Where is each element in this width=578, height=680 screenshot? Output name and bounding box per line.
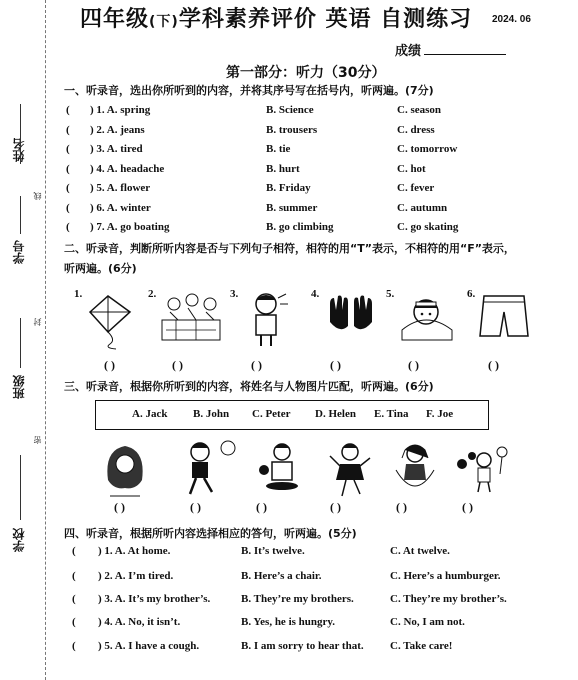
question-option-c: C. go skating (397, 221, 459, 233)
picture-number-3: 3. (230, 288, 239, 300)
answer-blank-s3-3[interactable]: ( ) (256, 500, 267, 514)
student-number-blank[interactable] (20, 196, 21, 234)
student-number-label: 学号 (12, 240, 26, 264)
answer-blank-s2-3[interactable]: ( ) (251, 358, 262, 372)
question-option-b: B. hurt (266, 163, 300, 175)
reply-option-c: C. At twelve. (390, 545, 450, 557)
school-blank[interactable] (20, 455, 21, 520)
sneezing-boy-picture (240, 290, 290, 348)
class-blank[interactable] (20, 318, 21, 368)
question-option-a: ) 2. A. jeans (90, 124, 145, 136)
answer-blank-s2-5[interactable]: ( ) (408, 358, 419, 372)
section1-instruction: 一、听录音，选出你所听到的内容，并将其序号写在括号内，听两遍。(7分) (64, 84, 434, 97)
reply-option-c: C. No, I am not. (390, 616, 465, 628)
part-title: 第一部分：听力（30分） (226, 65, 386, 81)
question-option-a: ) 5. A. flower (90, 182, 151, 194)
score-label: 成绩 (395, 44, 422, 59)
answer-paren-s4[interactable]: ( (72, 593, 76, 605)
answer-paren-s4[interactable]: ( (72, 570, 76, 582)
question-option-c: C. dress (397, 124, 435, 136)
answer-paren-s1[interactable]: ( (66, 182, 70, 194)
name-blank[interactable] (20, 104, 21, 164)
answer-blank-s3-5[interactable]: ( ) (396, 500, 407, 514)
school-label: 学校 (12, 528, 26, 552)
seal-mark-feng: 封 (33, 318, 42, 326)
seal-mark-mi: 密 (33, 436, 42, 444)
name-choice-f: F. Joe (426, 408, 454, 420)
exam-date: 2024. 06 (492, 14, 531, 25)
girl-dancing-picture (326, 440, 376, 498)
section2-instruction-line1: 二、听录音，判断所听内容是否与下列句子相符，相符的用“T”表示，不相符的用“F”表示， (64, 242, 515, 255)
girl-skipping-picture (390, 440, 440, 498)
reply-option-c: C. Take care! (390, 640, 453, 652)
name-choices-box (95, 400, 489, 430)
question-option-c: C. season (397, 104, 442, 116)
class-label: 班级 (12, 375, 26, 399)
answer-blank-s3-4[interactable]: ( ) (330, 500, 341, 514)
answer-blank-s2-6[interactable]: ( ) (488, 358, 499, 372)
name-choice-c: C. Peter (252, 408, 291, 420)
gloves-picture (326, 292, 376, 342)
picture-number-5: 5. (386, 288, 395, 300)
answer-blank-s3-1[interactable]: ( ) (114, 500, 125, 514)
picnic-picture (156, 290, 226, 345)
question-option-c: C. hot (397, 163, 426, 175)
section4-instruction: 四、听录音，根据所听内容选择相应的答句，听两遍。(5分) (64, 527, 357, 540)
name-label: 姓名 (12, 138, 26, 162)
reply-option-a: ) 4. A. No, it isn’t. (98, 616, 181, 628)
page-title: 四年级(下)学科素养评价 英语 自测练习 (80, 7, 473, 32)
reply-option-a: ) 3. A. It’s my brother’s. (98, 593, 211, 605)
picture-number-1: 1. (74, 288, 83, 300)
answer-paren-s4[interactable]: ( (72, 640, 76, 652)
question-option-b: B. go climbing (266, 221, 334, 233)
question-option-a: ) 7. A. go boating (90, 221, 170, 233)
boy-cleaning-picture (450, 444, 512, 494)
reply-option-b: B. It’s twelve. (241, 545, 305, 557)
answer-paren-s1[interactable]: ( (66, 221, 70, 233)
binding-fold-line (45, 0, 46, 680)
name-choice-d: D. Helen (315, 408, 356, 420)
answer-paren-s4[interactable]: ( (72, 545, 76, 557)
reply-option-b: B. Here’s a chair. (241, 570, 322, 582)
answer-paren-s1[interactable]: ( (66, 104, 70, 116)
section2-instruction-line2: 听两遍。(6分) (64, 262, 137, 275)
answer-paren-s1[interactable]: ( (66, 143, 70, 155)
boy-soccer-picture (178, 438, 238, 498)
question-option-b: B. tie (266, 143, 291, 155)
answer-paren-s1[interactable]: ( (66, 124, 70, 136)
name-choice-e: E. Tina (374, 408, 409, 420)
reply-option-b: B. Yes, he is hungry. (241, 616, 336, 628)
answer-blank-s3-6[interactable]: ( ) (462, 500, 473, 514)
question-option-a: ) 6. A. winter (90, 202, 151, 214)
name-choice-b: B. John (193, 408, 230, 420)
question-option-c: C. fever (397, 182, 435, 194)
answer-paren-s4[interactable]: ( (72, 616, 76, 628)
picture-number-4: 4. (311, 288, 320, 300)
answer-blank-s3-2[interactable]: ( ) (190, 500, 201, 514)
sick-girl-picture (396, 290, 456, 342)
answer-blank-s2-1[interactable]: ( ) (104, 358, 115, 372)
question-option-b: B. summer (266, 202, 318, 214)
question-option-b: B. Friday (266, 182, 311, 194)
girl-long-hair-picture (100, 440, 150, 498)
kite-picture (86, 292, 138, 350)
boy-cooking-picture (256, 440, 306, 498)
shorts-picture (478, 292, 530, 342)
question-option-b: B. trousers (266, 124, 318, 136)
reply-option-a: ) 1. A. At home. (98, 545, 171, 557)
answer-blank-s2-4[interactable]: ( ) (330, 358, 341, 372)
question-option-a: ) 3. A. tired (90, 143, 143, 155)
question-option-b: B. Science (266, 104, 314, 116)
answer-blank-s2-2[interactable]: ( ) (172, 358, 183, 372)
question-option-c: C. tomorrow (397, 143, 458, 155)
reply-option-c: C. They’re my brother’s. (390, 593, 507, 605)
seal-mark-line: 线 (33, 192, 42, 200)
reply-option-b: B. They’re my brothers. (241, 593, 354, 605)
reply-option-a: ) 2. A. I’m tired. (98, 570, 174, 582)
question-option-a: ) 1. A. spring (90, 104, 151, 116)
section3-instruction: 三、听录音，根据你所听到的内容，将姓名与人物图片匹配，听两遍。(6分) (64, 380, 434, 393)
picture-number-6: 6. (467, 288, 476, 300)
picture-number-2: 2. (148, 288, 157, 300)
score-blank[interactable] (424, 54, 506, 55)
name-choice-a: A. Jack (132, 408, 168, 420)
question-option-a: ) 4. A. headache (90, 163, 165, 175)
answer-paren-s1[interactable]: ( (66, 202, 70, 214)
reply-option-a: ) 5. A. I have a cough. (98, 640, 200, 652)
question-option-c: C. autumn (397, 202, 448, 214)
reply-option-c: C. Here’s a humburger. (390, 570, 501, 582)
reply-option-b: B. I am sorry to hear that. (241, 640, 364, 652)
answer-paren-s1[interactable]: ( (66, 163, 70, 175)
